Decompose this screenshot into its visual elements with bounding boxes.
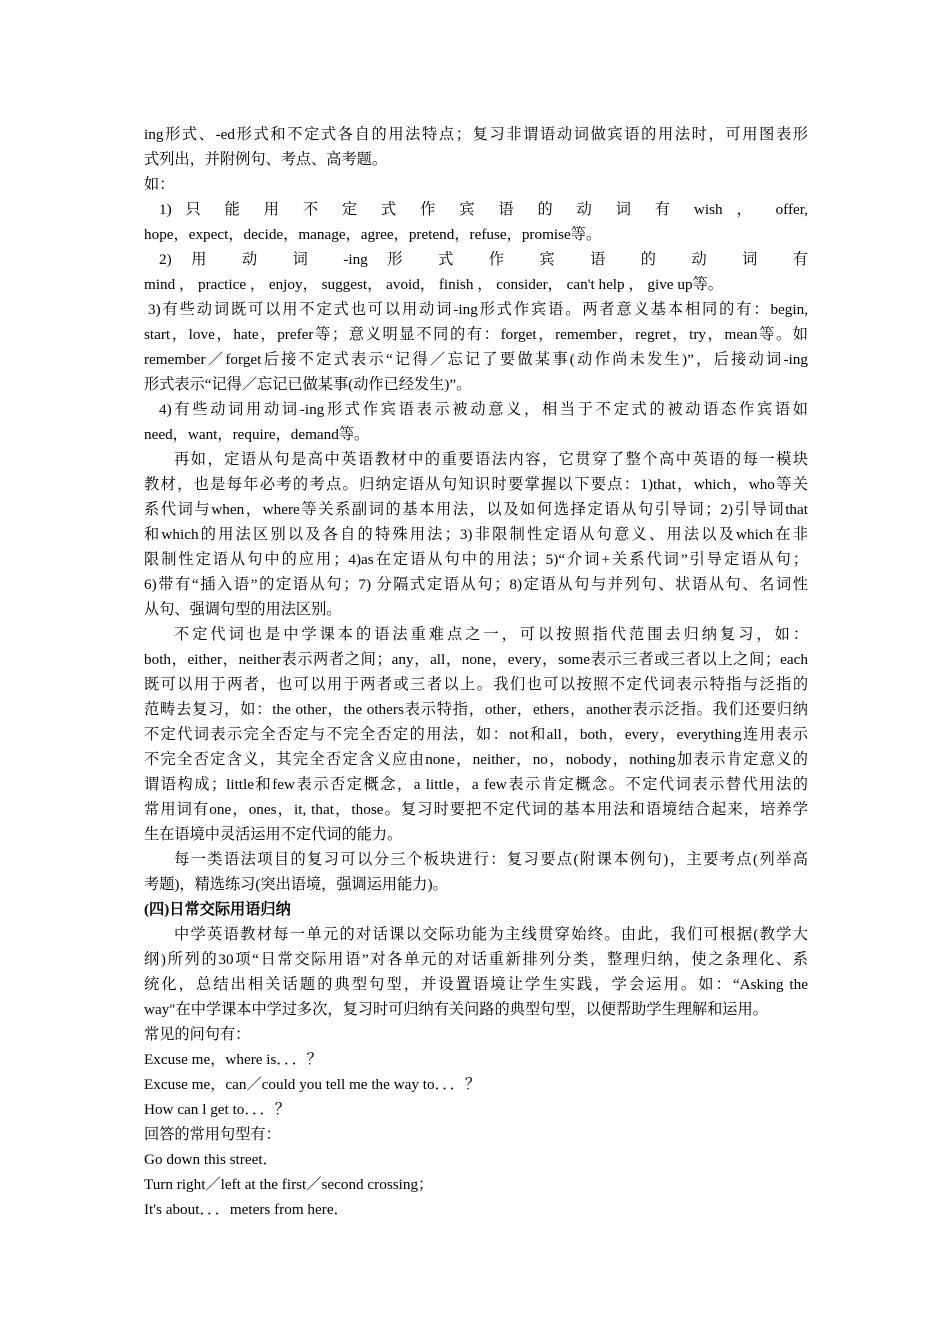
- text-line: ing形式、-ed形式和不定式各自的用法特点；复习非谓语动词做宾语的用法时，可用图表形: [144, 126, 808, 143]
- text-line: 回答的常用句型有：: [144, 1126, 281, 1143]
- text-line: 系代词与when，where等关系副词的基本用法，以及如何选择定语从句引导词；2)引导词that: [144, 501, 808, 518]
- text-line: 再如，定语从句是高中英语教材中的重要语法内容，它贯穿了整个高中英语的每一模块: [174, 451, 808, 468]
- text-line: 中学英语教材每一单元的对话课以交际功能为主线贯穿始终。由此，我们可根据(教学大: [174, 926, 808, 943]
- text-line: 每一类语法项目的复习可以分三个板块进行：复习要点(附课本例句)，主要考点(列举高: [174, 851, 808, 868]
- text-line: It's about．．．meters from here．: [144, 1201, 349, 1218]
- text-line: 形式表示“记得／忘记已做某事(动作已经发生)”。: [144, 376, 472, 393]
- text-line: How can l get to．．．？: [144, 1101, 290, 1118]
- text-line: Excuse me，where is．．．？: [144, 1051, 322, 1068]
- text-line: 范畴去复习，如：the other，the others表示特指，other，ethers，another表示泛指。我们还要归纳: [144, 701, 808, 718]
- text-line: 生在语境中灵活运用不定代词的能力。: [144, 826, 403, 843]
- text-line: 纲)所列的30项“日常交际用语”对各单元的对话重新排列分类，整理归纳，使之条理化、系: [144, 951, 808, 968]
- text-line: 既可以用于两者，也可以用于两者或三者以上。我们也可以按照不定代词表示特指与泛指的: [144, 676, 808, 693]
- text-line: hope，expect，decide，manage，agree，pretend，refuse，promise等。: [144, 226, 602, 243]
- text-line: 4)有些动词用动词-ing形式作宾语表示被动意义，相当于不定式的被动语态作宾语如: [159, 401, 808, 418]
- text-line: Turn right／left at the first／second crossing；: [144, 1176, 434, 1193]
- text-line: remember／forget后接不定式表示“记得／忘记了要做某事(动作尚未发生)”，后接动词-ing: [144, 351, 808, 368]
- text-line: 常见的问句有：: [144, 1026, 251, 1043]
- text-line: 2) 用 动 词 -ing 形 式 作 宾 语 的 动 词 有: [159, 251, 808, 268]
- text-line: Excuse me，can／could you tell me the way to．．．？: [144, 1076, 481, 1093]
- text-line: Go down this street．: [144, 1151, 278, 1168]
- text-line: 不定代词也是中学课本的语法重难点之一，可以按照指代范围去归纳复习，如：: [174, 626, 808, 643]
- text-line: 3)有些动词既可以用不定式也可以用动词-ing形式作宾语。两者意义基本相同的有：begin,: [148, 301, 808, 318]
- text-line: 谓语构成；little和few表示否定概念，a little，a few表示肯定概念。不定代词表示替代用法的: [144, 776, 808, 793]
- text-line: 不定代词表示完全否定与不完全否定的用法，如：not和all，both，every，everything连用表示: [144, 726, 808, 743]
- text-line: both，either，neither表示两者之间；any，all，none，every，some表示三者或三者以上之间；each: [144, 651, 808, 668]
- text-line: start，love，hate，prefer等；意义明显不同的有：forget，remember，regret，try，mean等。如: [144, 326, 808, 343]
- text-line: 常用词有one，ones，it, that，those。复习时要把不定代词的基本用法和语境结合起来，培养学: [144, 801, 808, 818]
- document-page: [144, 122, 808, 1222]
- text-line: 1) 只 能 用 不 定 式 作 宾 语 的 动 词 有 wish ， offer,: [159, 201, 808, 218]
- text-line: 限制性定语从句中的应用；4)as在定语从句中的用法；5)“介词+关系代词”引导定语从句；: [144, 551, 808, 568]
- text-line: 不完全否定含义，其完全否定含义应由none，neither，no，nobody，nothing加表示肯定意义的: [144, 751, 808, 768]
- section-heading: (四)日常交际用语归纳: [144, 901, 291, 918]
- text-line: need，want，require，demand等。: [144, 426, 370, 443]
- text-line: 和which的用法区别以及各自的特殊用法；3)非限制性定语从句意义、用法以及which在非: [144, 526, 808, 543]
- text-line: mind ， practice ， enjoy， suggest， avoid， finish ， consider， can't help ， give up等。: [144, 276, 723, 293]
- text-line: 考题)，精选练习(突出语境，强调运用能力)。: [144, 876, 448, 893]
- text-line: 式列出，并附例句、考点、高考题。: [144, 151, 387, 168]
- text-line: 统化，总结出相关话题的典型句型，并设置语境让学生实践，学会运用。如：“Asking the: [144, 976, 808, 993]
- text-line: 从句、强调句型的用法区别。: [144, 601, 342, 618]
- text-line: 教材，也是每年必考的考点。归纳定语从句知识时要掌握以下要点：1)that，which，who等关: [144, 476, 808, 493]
- text-line: way"在中学课本中学过多次，复习时可归纳有关问路的典型句型，以便帮助学生理解和运用。: [144, 1001, 768, 1018]
- text-line: 如：: [144, 176, 175, 193]
- text-line: 6)带有“插入语”的定语从句；7) 分隔式定语从句；8)定语从句与并列句、状语从句、名词性: [144, 576, 808, 593]
